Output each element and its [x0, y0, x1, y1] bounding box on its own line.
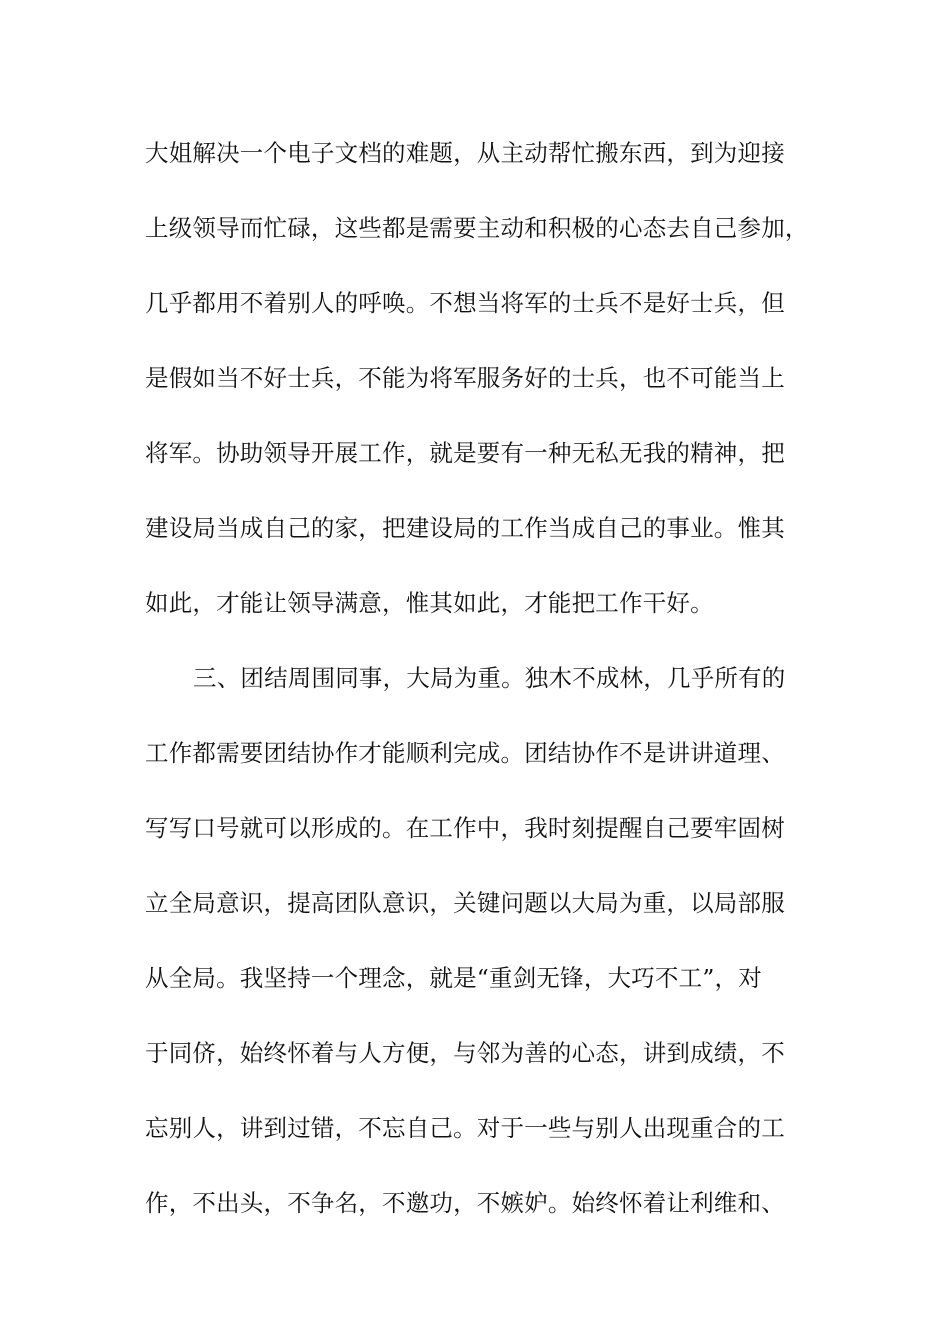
section-heading-line: 三、团结周围同事，大局为重。独木不成林，几乎所有的	[193, 664, 786, 692]
text-line: 工作都需要团结协作才能顺利完成。团结协作不是讲讲道理、	[145, 739, 785, 767]
text-line: 上级领导而忙碌，这些都是需要主动和积极的心态去自己参加，	[145, 214, 809, 242]
text-line: 于同侪，始终怀着与人方便，与邻为善的心态，讲到成绩，不	[145, 1039, 785, 1067]
text-line: 几乎都用不着别人的呼唤。不想当将军的士兵不是好士兵，但	[145, 289, 785, 317]
text-line: 将军。协助领导开展工作，就是要有一种无私无我的精神，把	[145, 439, 785, 467]
text-line: 如此，才能让领导满意，惟其如此，才能把工作干好。	[145, 589, 714, 617]
text-line: 写写口号就可以形成的。在工作中，我时刻提醒自己要牢固树	[145, 814, 785, 842]
text-line: 大姐解决一个电子文档的难题，从主动帮忙搬东西，到为迎接	[145, 139, 785, 167]
text-line: 作，不出头，不争名，不邀功，不嫉妒。始终怀着让利维和、	[145, 1189, 785, 1217]
text-line: 忘别人，讲到过错，不忘自己。对于一些与别人出现重合的工	[145, 1114, 785, 1142]
text-line: 是假如当不好士兵，不能为将军服务好的士兵，也不可能当上	[145, 364, 785, 392]
document-body	[145, 125, 835, 1250]
text-line: 立全局意识，提高团队意识，关键问题以大局为重，以局部服	[145, 889, 785, 917]
text-line: 从全局。我坚持一个理念，就是“重剑无锋，大巧不工”，对	[145, 964, 762, 992]
text-line: 建设局当成自己的家，把建设局的工作当成自己的事业。惟其	[145, 514, 785, 542]
